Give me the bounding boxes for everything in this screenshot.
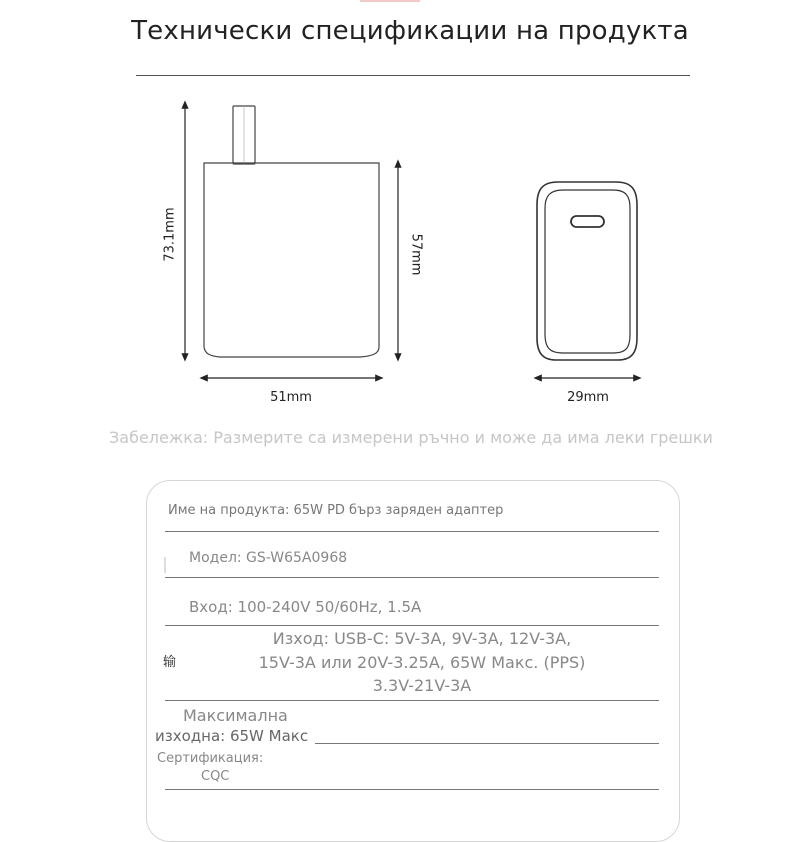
certification-label: Сертификация: (157, 751, 264, 766)
output-spec-line-1: Изход: USB-C: 5V-3A, 9V-3A, 12V-3A, (272, 629, 572, 648)
row-divider (165, 789, 659, 790)
certification-value: CQC (201, 769, 230, 784)
charger-dimension-drawing (0, 90, 800, 420)
top-accent-line (360, 0, 420, 2)
width-label: 51mm (270, 390, 312, 405)
usb-c-port-icon (571, 216, 604, 227)
page-title: Технически спецификации на продукта (131, 16, 689, 46)
row-divider (165, 700, 659, 701)
model: Модел: GS-W65A0968 (189, 550, 348, 566)
input-spec: Вход: 100-240V 50/60Hz, 1.5A (189, 598, 422, 616)
row-divider (165, 625, 659, 626)
output-spec-line-2: 15V-3A или 20V-3.25A, 65W Макс. (PPS) (258, 653, 586, 672)
max-output-line-1: Максимална (183, 706, 288, 725)
product-name: Име на продукта: 65W PD бърз заряден адаптер (168, 503, 504, 518)
max-output-line-2: изходна: 65W Макс (155, 727, 309, 745)
row-divider (315, 743, 659, 744)
row-marker (164, 557, 166, 573)
output-spec-line-3: 3.3V-21V-3A (372, 676, 472, 695)
title-divider (136, 75, 690, 76)
row-divider (165, 577, 659, 578)
depth-label: 29mm (567, 390, 609, 405)
spec-card (146, 480, 680, 842)
measurement-note: Забележка: Размерите са измерени ръчно и може да има леки грешки (109, 428, 713, 447)
total-height-label: 73.1mm (162, 207, 178, 262)
charger-side-view (537, 182, 637, 360)
output-side-char: 输 (163, 655, 177, 670)
charger-front-view (204, 106, 379, 357)
row-divider (165, 531, 659, 532)
body-height-label: 57mm (408, 233, 424, 276)
